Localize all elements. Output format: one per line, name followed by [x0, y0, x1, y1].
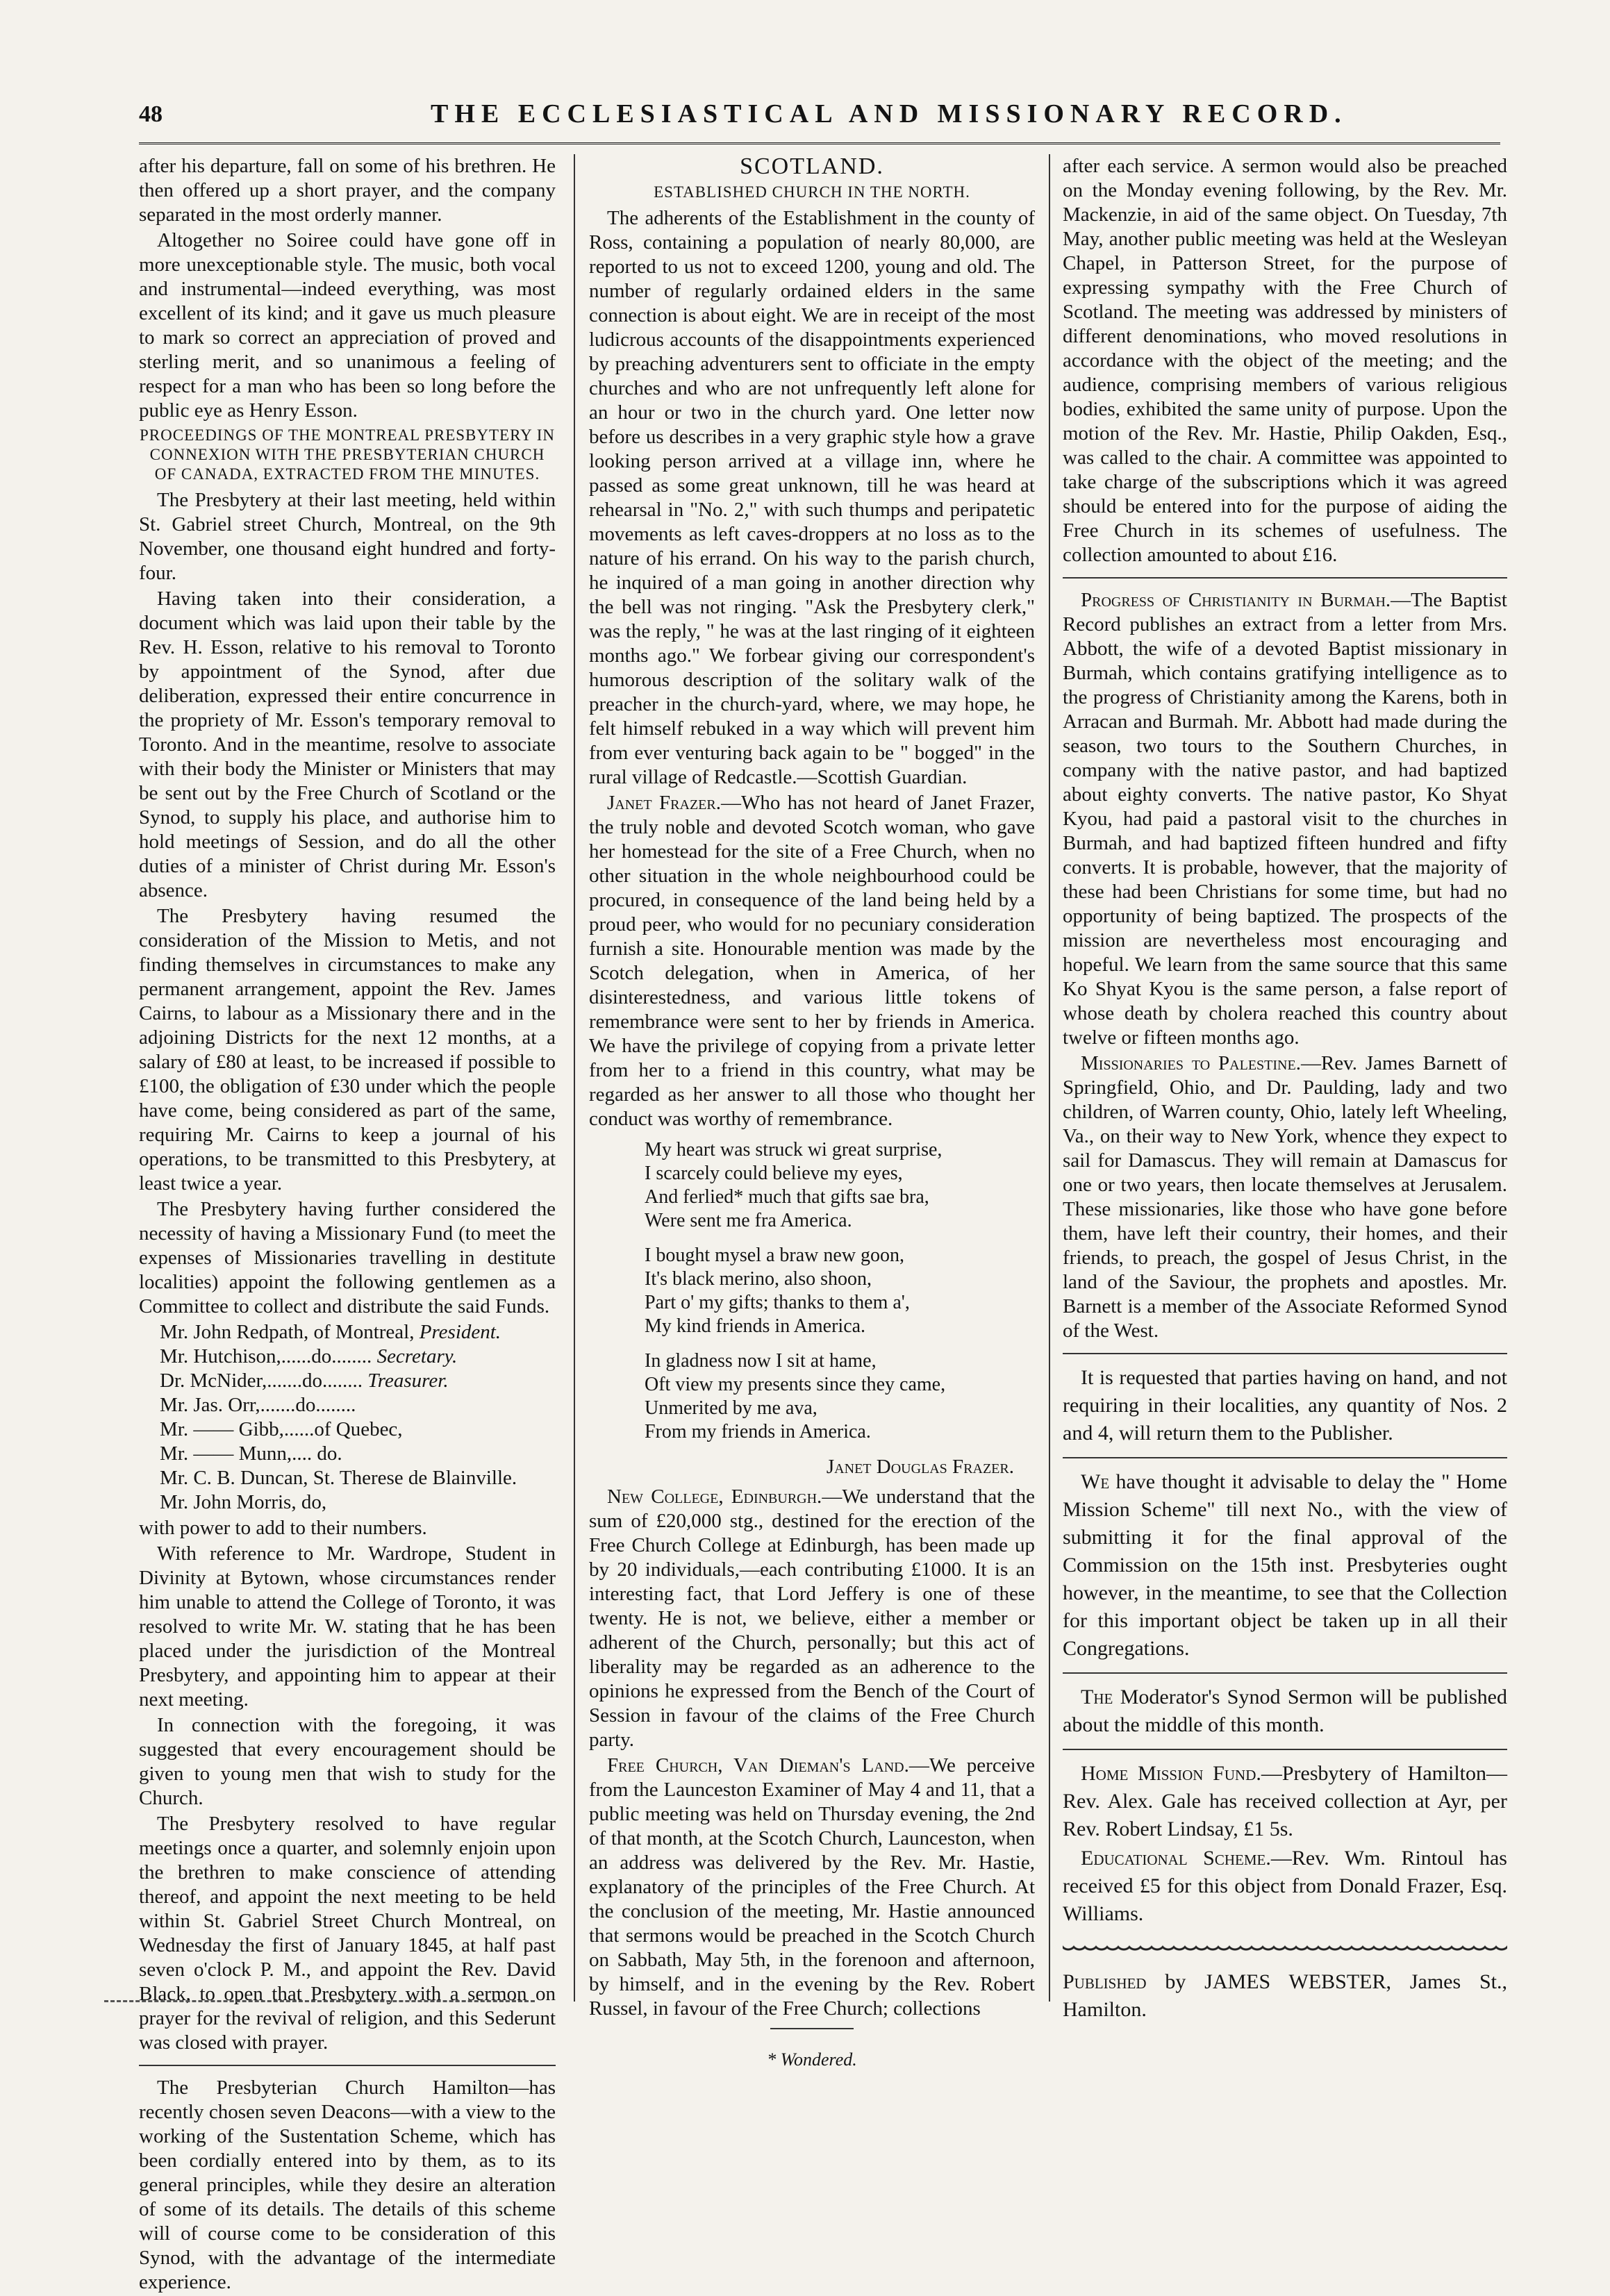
- article-paragraph: after his departure, fall on some of his brethren. He then offered up a short prayer, and the company separated in the most orderly manner.: [139, 155, 556, 226]
- column-rule-left: [574, 154, 575, 2002]
- article-lead: Home Mission Fund.: [1081, 1762, 1261, 1785]
- article-paragraph: Progress of Christianity in Burmah.—The Baptist Record publishes an extract from a letter from Mrs. Abbott, the wife of a devoted Baptist missionary in Burmah, which contains gratifying intelligence as to the progress of Christianity among the Karens, both in Arracan and Burmah. Mr. Abbott had made during the season, two tours to the Southern Churches, in company with the native pastor, and had baptized about eighty converts. The native pastor, Ko Shyat Kyou, had paid a pastoral visit to the churches in Burmah, and had baptized fifteen hundred and fifty converts. It is probable, however, that the majority of these had been Christians for some time, but had no opportunity of being baptized. The prospects of the mission are nevertheless most encouraging and hopeful. We learn from the same source that this same Ko Shyat Kyou is the same person, a false report of whose death by cholera reached this country about twelve or fifteen months ago.: [1063, 589, 1507, 1049]
- notice: It is requested that parties having on hand, and not requiring in their localities, any quantity of Nos. 2 and 4, will return them to the Publisher.: [1063, 1366, 1507, 1445]
- publisher-imprint: Published by JAMES WEBSTER, James St., Hamilton.: [1063, 1970, 1507, 2021]
- committee-member: Mr. —— Gibb,......of Quebec,: [160, 1418, 403, 1440]
- section-divider: [1063, 1457, 1507, 1458]
- page-bottom-dashes: [104, 2000, 535, 2002]
- article-paragraph: Free Church, Van Dieman's Land.—We perceive from the Launceston Examiner of May 4 and 11, that a public meeting was held on Thursday evening, the 2nd of that month, at the Scotch Church, Launceston, when an address was delivered by the Rev. Mr. Hastie, explanatory of the principles of the Free Church. At the conclusion of the meeting, Mr. Hastie announced that sermons would be preached in the Scotch Church on Sabbath, May 5th, in the forenoon and afternoon, by himself, and in the evening by the Rev. Robert Russel, in favour of the Free Church; collections: [589, 1754, 1035, 2020]
- article-paragraph: Having taken into their consideration, a document which was laid upon their table by the Rev. H. Esson, relative to his removal to Toronto by appointment of the Synod, after due deliberation, expressed their entire concurrence in the propriety of Mr. Esson's temporary removal to Toronto. And in the meantime, resolve to associate with their body the Minister or Ministers that may be sent out by the Free Church of Scotland or the Synod, to supply his place, and authorise him to hold meetings of Session, and do all the other duties of a minister of Christ during Mr. Esson's absence.: [139, 588, 556, 901]
- notice: The Moderator's Synod Sermon will be published about the middle of this month.: [1063, 1686, 1507, 1736]
- article-paragraph: The adherents of the Establishment in the county of Ross, containing a population of nearly 80,000, are reported to us not to exceed 1200, young and old. The number of regularly ordained elders in the same connection is about eight. We are in receipt of the most ludicrous accounts of the disappointments experienced by preaching adventurers sent to officiate in the empty churches and who are not unfrequently left alone for an hour or two in the church yard. One letter now before us describes in a very graphic style how a grave looking person arrived at a village inn, where he passed as some great unknown, till he was heard at rehearsal in "No. 2," with such thumps and peripatetic movements as left caves-droppers at no loss as to the nature of his errand. On his way to the parish church, he inquired of a man going in another direction why the bell was not ringing. "Ask the Presbytery clerk," was the reply, " he was at the last ringing of it eighteen months ago." We forbear giving our correspondent's humorous description of the solitary walk of the preacher in the church-yard, where, we may hope, he felt himself rebuked in a way which will prevent him from ever venturing back again to be " bogged" in the rural village of Redcastle.—Scottish Guardian.: [589, 207, 1035, 788]
- section-divider: [1063, 577, 1507, 579]
- article-lead: New College, Edinburgh.: [607, 1486, 822, 1508]
- footnote-rule: [770, 2028, 854, 2029]
- section-divider: [1063, 1353, 1507, 1354]
- poem-stanza: My heart was struck wi great surprise, I scarcely could believe my eyes, And ferlied* much that gifts sae bra, Were sent me fra America.: [645, 1139, 943, 1231]
- column-right: [1063, 154, 1507, 2025]
- article-paragraph: with power to add to their numbers.: [139, 1517, 427, 1539]
- committee-member: Mr. Jas. Orr,.......do........: [160, 1394, 356, 1416]
- article-lead: Educational Scheme.: [1081, 1847, 1271, 1870]
- ornamental-rule: [1063, 1943, 1507, 1953]
- article-paragraph: In connection with the foregoing, it was suggested that every encouragement should be given to young men that wish to study for the Church.: [139, 1714, 556, 1809]
- poem: [645, 1138, 1035, 1444]
- journal-title: THE ECCLESIASTICAL AND MISSIONARY RECORD.: [431, 99, 1347, 128]
- section-subheading: ESTABLISHED CHURCH IN THE NORTH.: [654, 183, 970, 201]
- committee-list: [160, 1320, 556, 1515]
- article-paragraph: New College, Edinburgh.—We understand that the sum of £20,000 stg., destined for the erection of the Free Church College at Edinburgh, has been made up by 20 individuals,—each contributing £1000. It is an interesting fact, that Lord Jeffery is one of these twenty. He is not, we believe, either a member or adherent of the Church, personally; but this act of liberality may be regarded as an adherence to the opinions he expressed from the Bench of the Court of Session in favour of the claims of the Free Church party.: [589, 1486, 1035, 1751]
- poem-signature: Janet Douglas Frazer.: [826, 1456, 1014, 1478]
- header-rule: [139, 142, 1500, 144]
- footnote: * Wondered.: [767, 2049, 857, 2070]
- committee-member: Dr. McNider,.......do........ Treasurer.: [160, 1370, 449, 1392]
- article-paragraph: The Presbytery resolved to have regular meetings once a quarter, and solemnly enjoin upon the brethren to make conscience of attending thereof, and appoint the next meeting to be held within St. Gabriel Street Church Montreal, on Wednesday the first of January 1845, at half past seven o'clock P. M., and appoint the Rev. David Black, to open that Presbytery with a sermon on prayer for the revival of religion, and this Sederunt was closed with prayer.: [139, 1813, 556, 2054]
- page-number: 48: [139, 101, 163, 127]
- committee-member: Mr. John Redpath, of Montreal, President.: [160, 1321, 501, 1343]
- section-title: SCOTLAND.: [740, 153, 884, 179]
- poem-stanza: In gladness now I sit at hame, Oft view my presents since they came, Unmerited by me ava, From my friends in America.: [645, 1350, 946, 1442]
- running-head: [139, 96, 1500, 138]
- article-lead: Progress of Christianity in Burmah.: [1081, 589, 1391, 611]
- article-lead: Free Church, Van Dieman's Land.: [607, 1754, 909, 1777]
- notice: Home Mission Fund.—Presbytery of Hamilton—Rev. Alex. Gale has received collection at Ayr, per Rev. Robert Lindsay, £1 5s.: [1063, 1762, 1507, 1840]
- article-paragraph: Altogether no Soiree could have gone off in more unexceptionable style. The music, both vocal and instrumental—indeed everything, was most excellent of its kind; and it gave us much pleasure to mark so correct an appreciation of proved and sterling merit, and so unanimous a feeling of respect for a man who has been so long before the public eye as Henry Esson.: [139, 229, 556, 422]
- committee-member: Mr. John Morris, do,: [160, 1491, 327, 1513]
- section-heading: PROCEEDINGS OF THE MONTREAL PRESBYTERY IN CONNEXION WITH THE PRESBYTERIAN CHURCH OF CANADA, EXTRACTED FROM THE MINUTES.: [140, 426, 555, 483]
- section-divider: [1063, 1749, 1507, 1750]
- article-paragraph: Janet Frazer.—Who has not heard of Janet Frazer, the truly noble and devoted Scotch woman, who gave her homestead for the site of a Free Church, when no other situation in the whole neighbourhood could be procured, in consequence of the land being held by a proud peer, who would for no pecuniary consideration furnish a site. Honourable mention was made by the Scotch delegation, when in America, of her disinterestedness, and various little tokens of remembrance were sent to her by friends in America. We have the privilege of copying from a private letter from her to a friend in this country, what may be regarded as her answer to all those who thought her conduct was worthy of remembrance.: [589, 792, 1035, 1130]
- committee-member: Mr. —— Munn,.... do.: [160, 1442, 342, 1465]
- article-paragraph: The Presbytery having resumed the consideration of the Mission to Metis, and not finding themselves in circumstances to make any permanent arrangement, appoint the Rev. James Cairns, to labour as a Missionary there and in the adjoining Districts for the next 12 months, at a salary of £80 at least, to be increased if possible to £100, the obligation of £30 under which the people have come, being considered as part of the same, requiring Mr. Cairns to keep a journal of his operations, to be transmitted to this Presbytery, at least twice a year.: [139, 905, 556, 1195]
- article-paragraph: With reference to Mr. Wardrope, Student in Divinity at Bytown, whose circumstances render him unable to attend the College of Toronto, it was resolved to write Mr. W. stating that he has been placed under the jurisdiction of the Montreal Presbytery, and appointing him to appear at their next meeting.: [139, 1542, 556, 1711]
- notice: Educational Scheme.—Rev. Wm. Rintoul has received £5 for this object from Donald Frazer, Esq. Williams.: [1063, 1847, 1507, 1925]
- article-lead: Janet Frazer.: [607, 792, 721, 814]
- article-paragraph: after each service. A sermon would also be preached on the Monday evening following, by the Rev. Mr. Mackenzie, in aid of the same object. On Tuesday, 7th May, another public meeting was held at the Wesleyan Chapel, in Patterson Street, for the purpose of expressing sympathy with the Free Church of Scotland. The meeting was addressed by ministers of different denominations, who moved resolutions in accordance with the object of the meeting; and the audience, comprising members of various religious bodies, exhibited the same unity of purpose. Upon the motion of the Rev. Mr. Hastie, Philip Oakden, Esq., was called to the chair. A committee was appointed to take charge of the subscriptions which it was agreed should be entered into for the purpose of aiding the Free Church in its schemes of usefulness. The collection amounted to about £16.: [1063, 155, 1507, 566]
- poem-stanza: I bought mysel a braw new goon, It's black merino, also shoon, Part o' my gifts; thanks to them a', My kind friends in America.: [645, 1245, 910, 1337]
- article-paragraph: The Presbytery having further considered the necessity of having a Missionary Fund (to meet the expenses of Missionaries travelling in destitute localities) appoint the following gentlemen as a Committee to collect and distribute the said Funds.: [139, 1198, 556, 1317]
- column-rule-right: [1049, 154, 1050, 2002]
- article-paragraph: The Presbytery at their last meeting, held within St. Gabriel street Church, Montreal, on the 9th November, one thousand eight hundred and forty-four.: [139, 489, 556, 584]
- column-left: [139, 154, 556, 2296]
- section-divider: [1063, 1672, 1507, 1674]
- committee-member: Mr. Hutchison,......do........ Secretary.: [160, 1345, 458, 1367]
- section-divider: [139, 2065, 556, 2066]
- article-paragraph: Missionaries to Palestine.—Rev. James Barnett of Springfield, Ohio, and Dr. Paulding, lady and two children, of Warren county, Ohio, lately left Wheeling, Va., on their way to New York, whence they expect to sail for Damascus. They will remain at Damascus for one or two years, then locate themselves at Jerusalem. These missionaries, like those who have gone before them, have left their country, their homes, and their friends, to preach, the gospel of Jesus Christ, in the land of the Saviour, the prophets and apostles. Mr. Barnett is a member of the Associate Reformed Synod of the West.: [1063, 1052, 1507, 1342]
- column-middle: [589, 154, 1035, 2072]
- article-paragraph: The Presbyterian Church Hamilton—has recently chosen seven Deacons—with a view to the working of the Sustentation Scheme, which has been cordially entered into by them, as to its general principles, while they desire an alteration of some of its details. The details of this scheme will of course come to be consideration of this Synod, with the advantage of the intermediate experience.: [139, 2077, 556, 2293]
- notice: We have thought it advisable to delay the " Home Mission Scheme" till next No., with the view of submitting it for the final approval of the Commission on the 15th inst. Presbyteries ought however, in the meantime, to see that the Collection for this important object be taken up in all their Congregations.: [1063, 1470, 1507, 1660]
- committee-member: Mr. C. B. Duncan, St. Therese de Blainville.: [160, 1467, 517, 1489]
- article-lead: Missionaries to Palestine.: [1081, 1052, 1301, 1074]
